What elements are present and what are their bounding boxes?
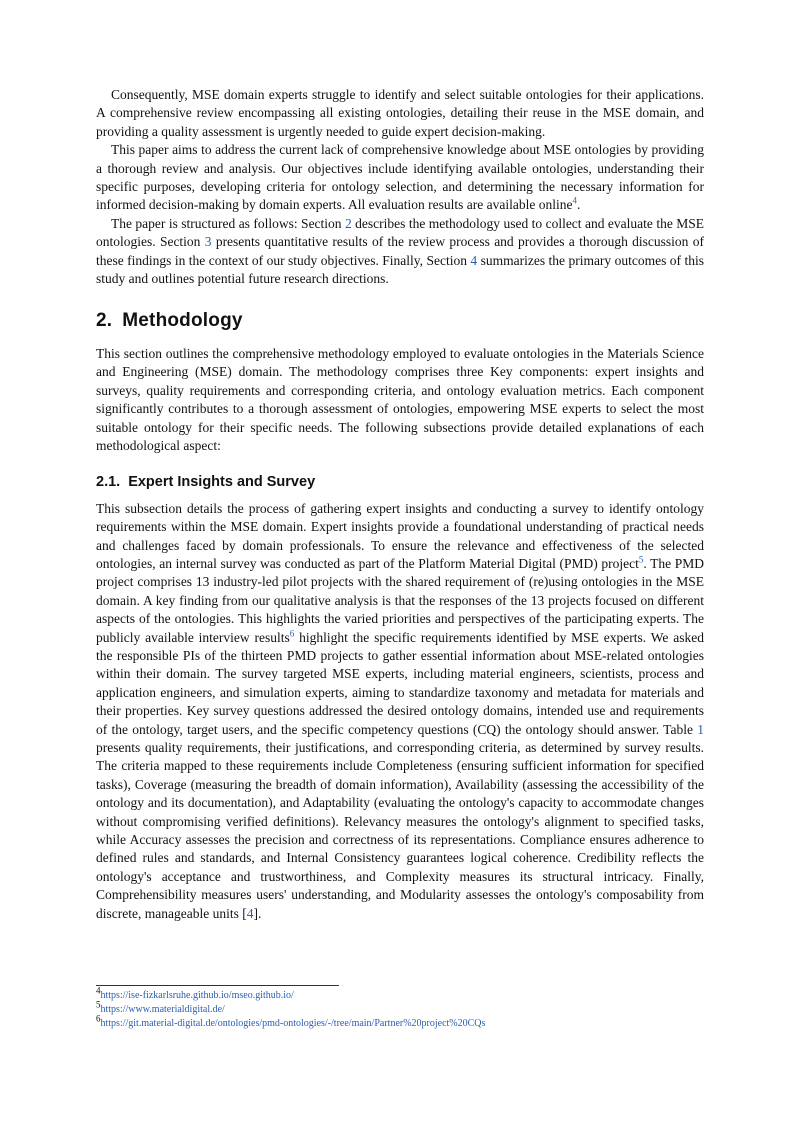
subsection-number: 2.1. [96,474,121,491]
section-ref-4[interactable]: 4 [470,252,478,268]
section-ref-3[interactable]: 3 [204,234,212,250]
footnote-ref-4[interactable]: 4 [572,195,577,206]
section-title: Methodology [122,310,243,332]
expert-text-c: highlight the specific requirements identified by MSE experts. We asked the responsible PIs of the thirteen PMD projects to gather essential information about MSE-related ontologies within their domain. The survey targeted MSE experts, including material engineers, scientists, process and application engineers, and simulation experts, aiming to standardize taxonomy and metadata for materials and their properties. Key survey questions addressed the desired ontology domains, intended use and requirements of the ontology, target users, and the specific competency questions (CQ) the ontology should answer. Table [96,629,704,737]
section-heading-methodology [96,312,704,330]
expert-insights-paragraph [96,500,704,923]
methodology-text: This section outlines the comprehensive methodology employed to evaluate ontologies in the Materials Science and Engineering (MSE) domain. The methodology comprises three Key components: expert insights and surveys, quality requirements and corresponding criteria, and ontology evaluation metrics. Each component significantly contributes to a thorough assessment of ontologies, empowering MSE experts to select the most suitable ontology for their specific needs. The following subsections provide detailed explanations of each methodological aspect: [96,345,704,453]
intro-p3-d: summarizes the primary outcomes of this study and outlines potential future research directions. [96,252,704,287]
footnote-6 [96,1013,704,1031]
footnote-4 [96,985,704,1003]
intro-p3-b: describes the methodology used to collect and evaluate the MSE ontologies. Section [96,215,705,250]
paper-body [96,86,704,923]
intro-paragraph-2 [96,141,704,215]
citation-ref-4[interactable]: 4 [246,905,254,921]
intro-p2-end: . [577,197,581,213]
expert-text-b: . The PMD project comprises 13 industry-led pilot projects with the shared requirement of (re)using ontologies in the MSE domain. A key finding from our qualitative analysis is that the responses of the 13 projects focused on different aspects of the ontologies. This highlights the varied priorities and perspectives of the participating experts. The publicly available interview results [96,555,704,645]
intro-paragraph-3 [96,215,704,289]
intro-p3-a: The paper is structured as follows: Section [111,215,345,231]
expert-text-d: presents quality requirements, their justifications, and corresponding criteria, as determined by survey results. The criteria mapped to these requirements include Completeness (ensuring sufficient information for specified tasks), Coverage (measuring the breadth of domain information), Availability (assessing the accessibility of the ontology and its documentation), and Adaptability (evaluating the ontology's capacity to accommodate changes without compromising verified definitions). Relevancy measures the ontology's alignment to specified tasks, while Accuracy assesses the precision and correctness of its representations. Compliance ensures adherence to defined rules and standards, and Internal Consistency guarantees logical coherence. Credibility reflects the ontology's acceptance and trustworthiness, and Complexity measures its structural intricacy. Finally, Comprehensibility measures users' understanding, and Modularity assesses the ontology's composability from discrete, manageable units [ [96,740,704,921]
methodology-paragraph [96,345,704,455]
footnote-num: 6 [96,1013,101,1024]
intro-p3-c: presents quantitative results of the review process and provides a thorough discussion of these findings in the context of our study objectives. Finally, Section [96,234,704,268]
section-number: 2. [96,310,113,332]
footnote-ref-6[interactable]: 6 [289,628,295,639]
subsection-heading-expert-insights [96,473,704,491]
intro-paragraph-1 [96,86,704,141]
footnote-num: 4 [96,985,101,996]
footnote-link[interactable]: https://git.material-digital.de/ontologies/pmd-ontologies/-/tree/main/Partner%20project%20CQs [100,1018,486,1029]
footnotes [96,985,704,1031]
footnote-link[interactable]: https://www.materialdigital.de/ [100,1004,225,1015]
footnote-ref-5[interactable]: 5 [638,554,644,565]
footnote-link[interactable]: https://ise-fizkarlsruhe.github.io/mseo.github.io/ [100,990,294,1001]
table-ref-1[interactable]: 1 [697,721,704,737]
footnote-divider [96,985,339,986]
expert-text-e: ]. [253,905,262,921]
subsection-title: Expert Insights and Survey [128,474,316,491]
intro-p2-text: This paper aims to address the current lack of comprehensive knowledge about MSE ontologies by providing a thorough review and analysis. Our objectives include identifying available ontologies, understanding their specific purposes, developing criteria for ontology selection, and determining the necessary information for informed decision-making by domain experts. All evaluation results are available online [96,142,704,213]
footnote-num: 5 [96,999,101,1010]
intro-p1-text: Consequently, MSE domain experts struggle to identify and select suitable ontologies for their applications. A comprehensive review encompassing all existing ontologies, detailing their reuse in the MSE domain, and providing a quality assessment is urgently needed to guide expert decision-making. [96,87,704,139]
section-ref-2[interactable]: 2 [345,215,352,231]
expert-text-a: This subsection details the process of gathering expert insights and conducting a survey to identify ontology requirements within the MSE domain. Expert insights provide a foundational understanding of practical needs and challenges faced by domain professionals. To ensure the relevance and effectiveness of the selected ontologies, an internal survey was conducted as part of the Platform Material Digital (PMD) project [96,500,704,571]
footnote-5 [96,999,704,1017]
